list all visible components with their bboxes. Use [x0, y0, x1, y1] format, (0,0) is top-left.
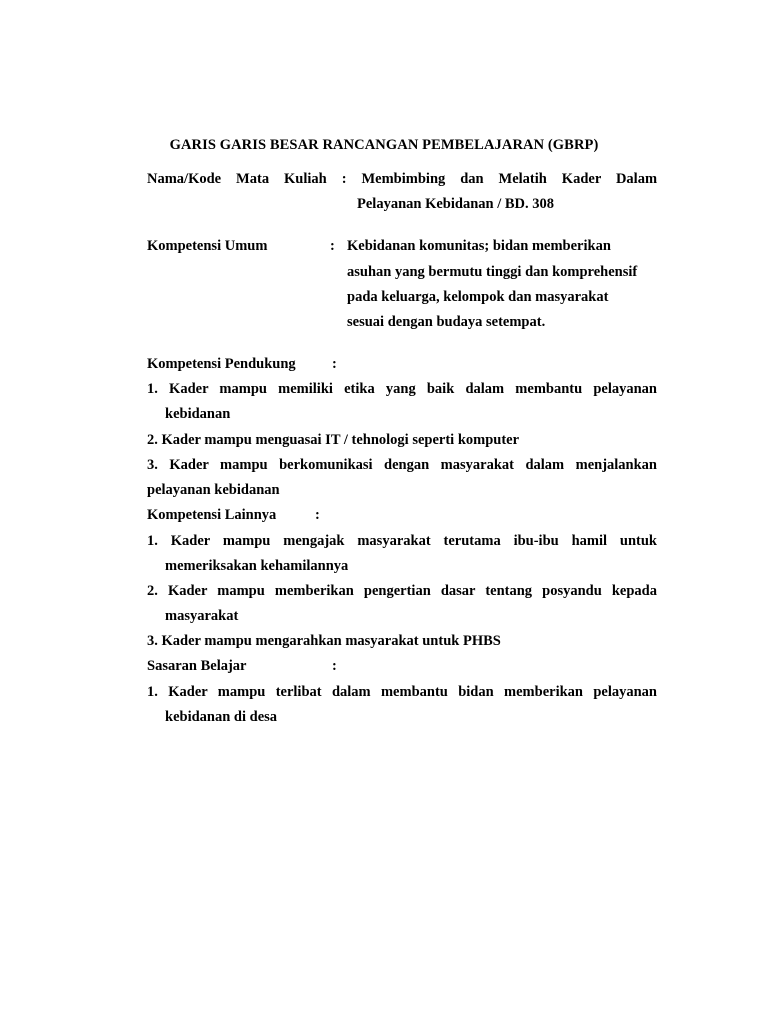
list-item-continuation: masyarakat [165, 608, 239, 624]
list-item-continuation: kebidanan [165, 406, 231, 422]
kompetensi-umum-label: Kompetensi Umum [147, 238, 268, 254]
list-item: 2. Kader mampu memberikan pengertian dasar tentang posyandu kepada [147, 583, 657, 599]
course-colon: : [341, 171, 347, 187]
list-item: 3. Kader mampu mengarahkan masyarakat untuk PHBS [147, 633, 501, 649]
list-item: 1. Kader mampu memiliki etika yang baik dalam membantu pelayanan [147, 381, 657, 397]
kompetensi-umum-line: asuhan yang bermutu tinggi dan komprehensif [347, 264, 638, 280]
kompetensi-umum-line: Kebidanan komunitas; bidan memberikan [347, 238, 611, 254]
course-value-line1: Membimbing dan Melatih Kader Dalam [361, 171, 658, 187]
kompetensi-pendukung-colon: : [332, 356, 337, 372]
course-value-line2: Pelayanan Kebidanan / BD. 308 [357, 196, 554, 212]
kompetensi-umum-line: pada keluarga, kelompok dan masyarakat [347, 289, 609, 305]
kompetensi-umum-line: sesuai dengan budaya setempat. [347, 314, 546, 330]
kompetensi-umum-colon: : [330, 238, 335, 254]
course-label: Nama/Kode Mata Kuliah [147, 171, 327, 187]
course-row [147, 170, 657, 188]
kompetensi-lainnya-label: Kompetensi Lainnya [147, 507, 277, 523]
list-item: 1. Kader mampu mengajak masyarakat terutama ibu-ibu hamil untuk [147, 533, 657, 549]
list-item-continuation: kebidanan di desa [165, 709, 278, 725]
list-item-continuation: memeriksakan kehamilannya [165, 558, 349, 574]
kompetensi-pendukung-label: Kompetensi Pendukung [147, 356, 296, 372]
list-item: 1. Kader mampu terlibat dalam membantu bidan memberikan pelayanan [147, 684, 657, 700]
sasaran-belajar-label: Sasaran Belajar [147, 658, 247, 674]
list-item: 2. Kader mampu menguasai IT / tehnologi seperti komputer [147, 432, 520, 448]
kompetensi-lainnya-colon: : [315, 507, 320, 523]
sasaran-belajar-colon: : [332, 658, 337, 674]
document-title: GARIS GARIS BESAR RANCANGAN PEMBELAJARAN (GBRP) [169, 137, 599, 153]
list-item-continuation: pelayanan kebidanan [147, 482, 280, 498]
list-item: 3. Kader mampu berkomunikasi dengan masyarakat dalam menjalankan [147, 457, 657, 473]
